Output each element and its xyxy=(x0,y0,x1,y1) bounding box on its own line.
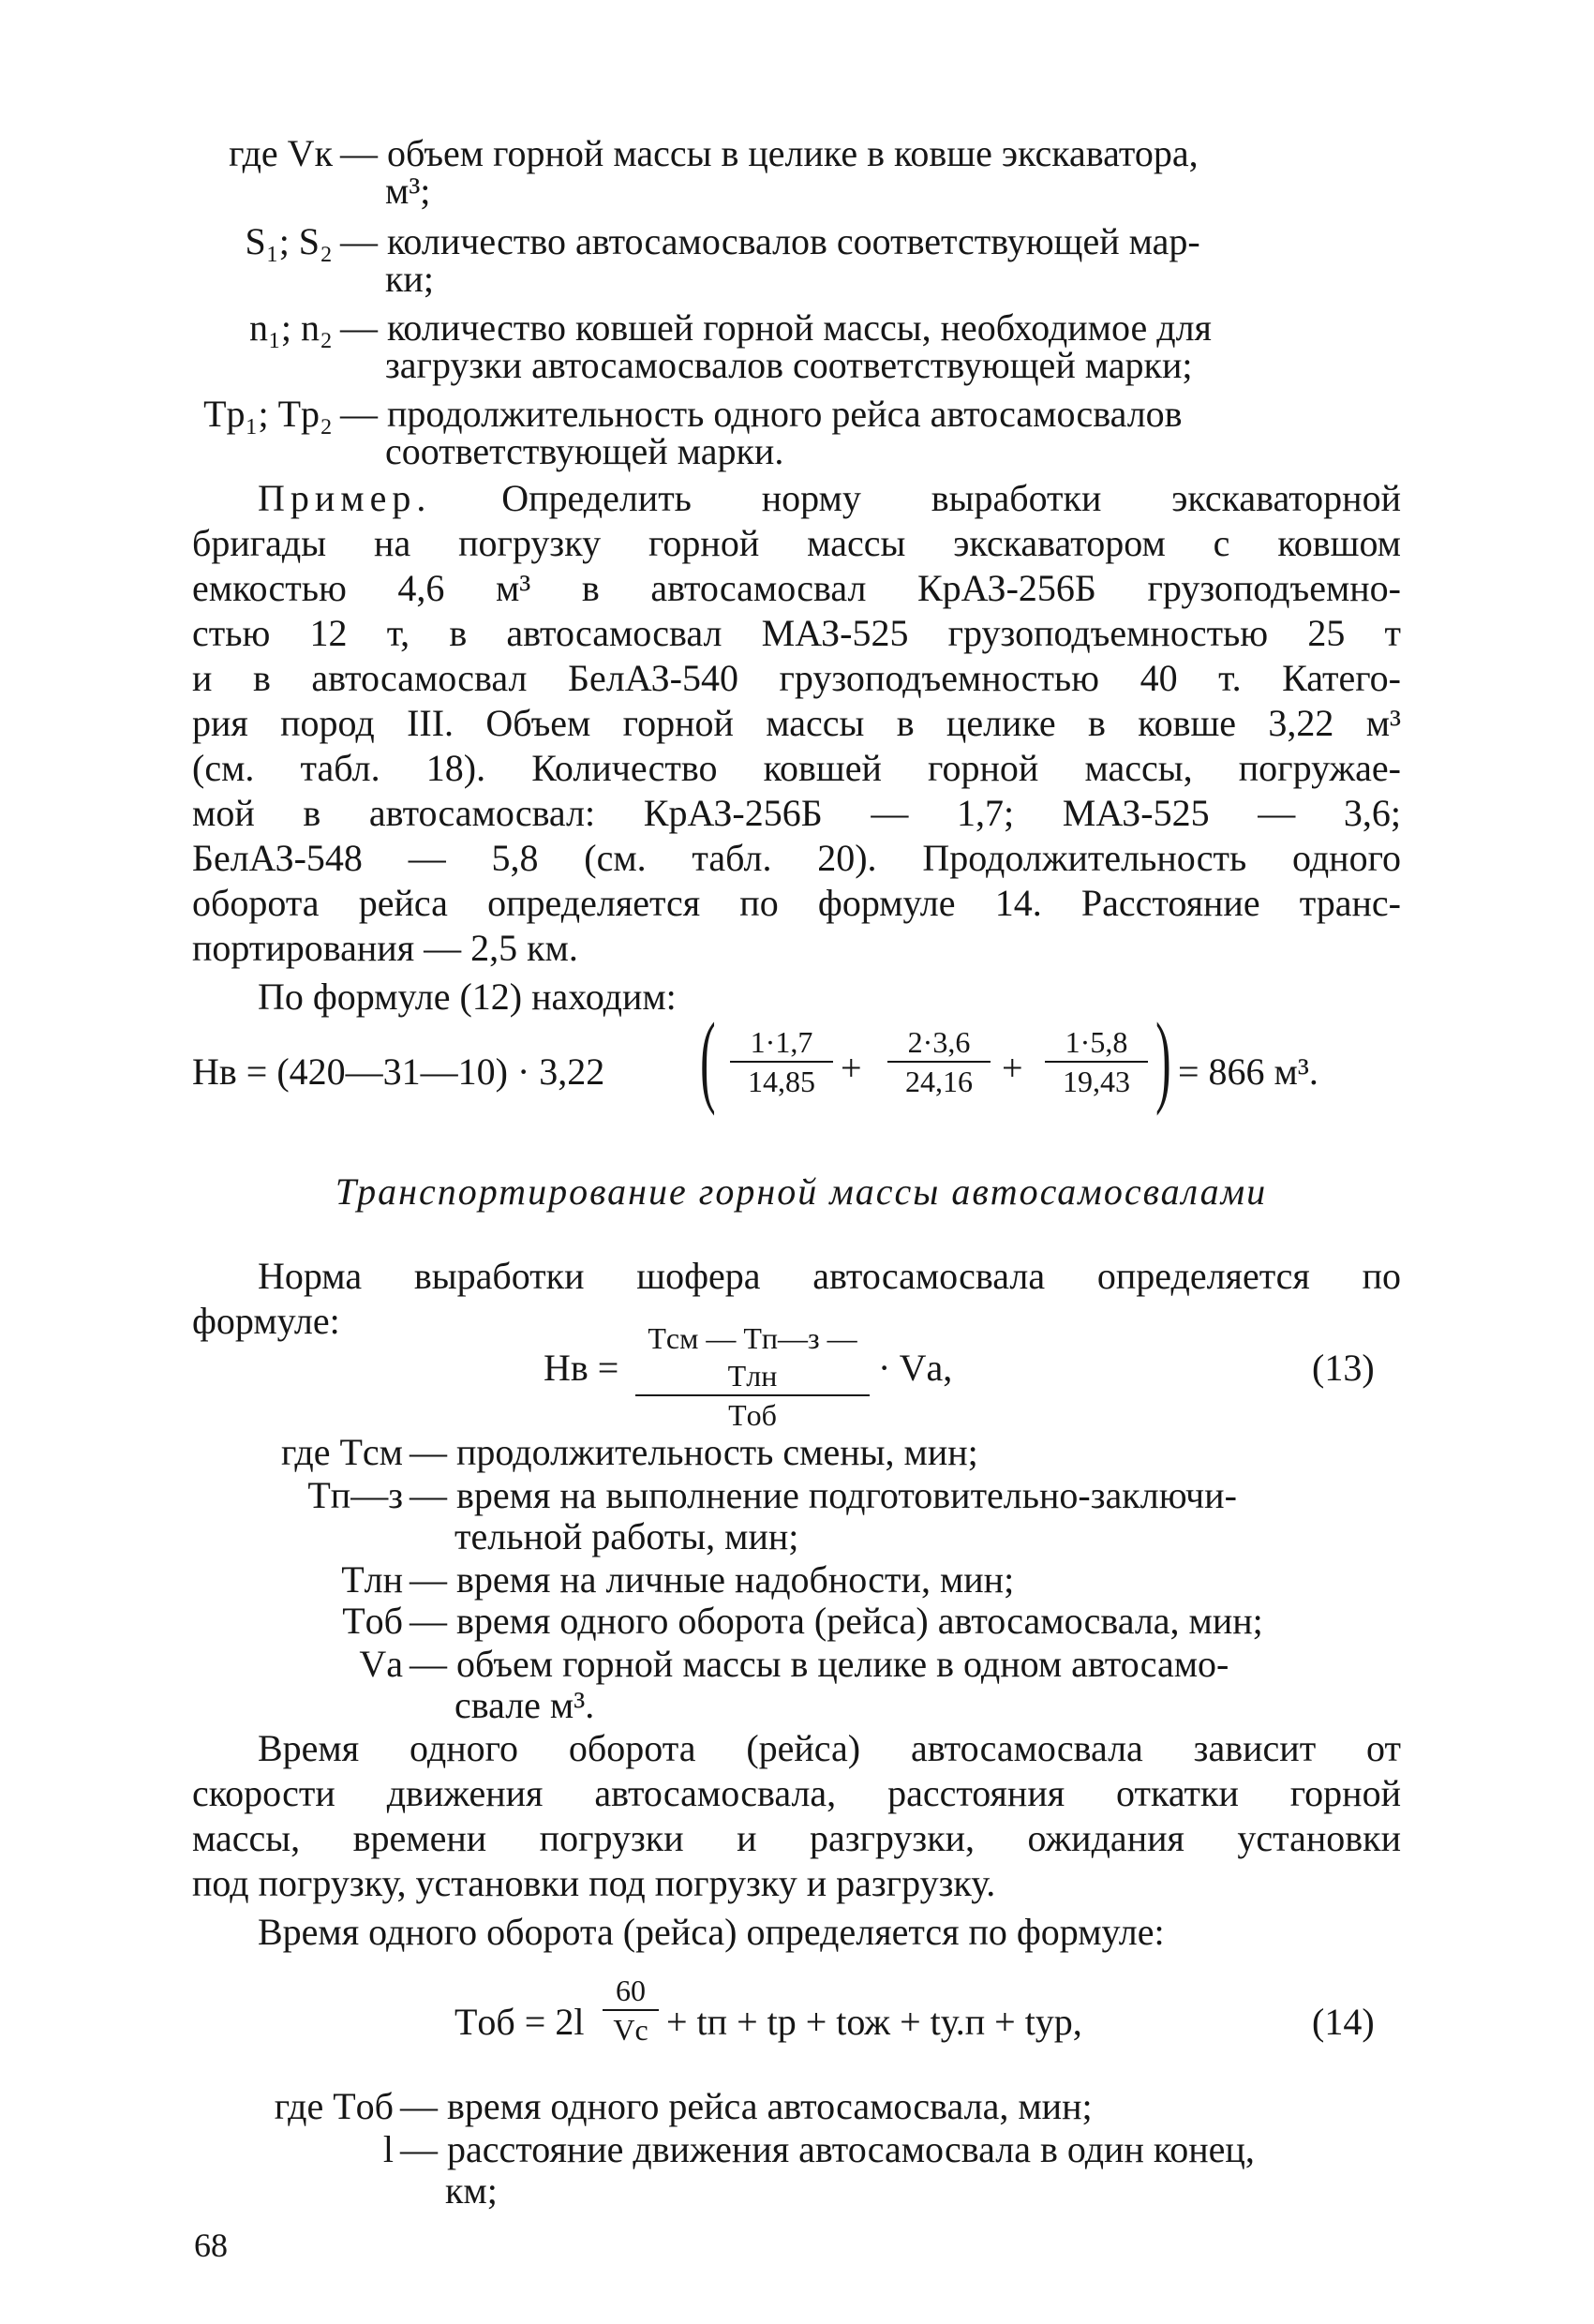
paragraph-4: Время одного оборота (рейса) определяется по формуле: xyxy=(258,1911,1165,1953)
def-desc: — продолжительность одного рейса автосамосвалов xyxy=(340,393,1183,435)
formula-14-rhs: + tп + tр + tож + tу.п + tур, xyxy=(666,2001,1082,2043)
def-term: где Tоб xyxy=(274,2085,394,2127)
example-line: оборота рейса определяется по формуле 14. Расстояние транс- xyxy=(192,882,1401,924)
fraction-numerator: 60 xyxy=(603,1972,659,2011)
def-term: S₁; S₂ xyxy=(245,220,333,262)
formula-13-lhs: Hв = xyxy=(544,1347,619,1389)
formula-12-fraction xyxy=(887,1023,991,1100)
def-term: Tп—з xyxy=(307,1474,403,1516)
page-number: 68 xyxy=(194,2227,228,2264)
formula-12-close-paren: ) xyxy=(1155,1002,1171,1116)
def-term: где Tсм xyxy=(280,1431,403,1473)
fraction-denominator: Vс xyxy=(613,2013,648,2047)
fraction-denominator: 24,16 xyxy=(905,1065,973,1098)
page-body xyxy=(192,131,1410,2264)
example-line: (см. табл. 18). Количество ковшей горной массы, погружае- xyxy=(192,747,1401,789)
example-line: бригады на погрузку горной массы экскаватором с ковшом xyxy=(192,522,1401,564)
example-line: БелАЗ-548 — 5,8 (см. табл. 20). Продолжительность одного xyxy=(192,837,1401,879)
formula-13-fraction xyxy=(635,1319,870,1434)
formula-13-number: (13) xyxy=(1312,1347,1375,1389)
example-line: стью 12 т, в автосамосвал МАЗ-525 грузоподъемностью 25 т xyxy=(192,612,1401,654)
fraction-numerator: Tсм — Tп—з — Tлн xyxy=(635,1319,870,1396)
def-term: где Vк xyxy=(229,132,333,174)
def-desc: — количество ковшей горной массы, необходимое для xyxy=(340,306,1212,349)
example-line: и в автосамосвал БелАЗ-540 грузоподъемностью 40 т. Катего- xyxy=(192,657,1401,699)
fraction-numerator: 1·5,8 xyxy=(1045,1023,1148,1063)
paragraph-line: массы, времени погрузки и разгрузки, ожидания установки xyxy=(192,1817,1401,1859)
fraction-denominator: 14,85 xyxy=(748,1065,815,1098)
fraction-denominator: 19,43 xyxy=(1063,1065,1130,1098)
formula-14-number: (14) xyxy=(1312,2001,1375,2043)
paragraph-line: Норма выработки шофера автосамосвала определяется по xyxy=(258,1255,1401,1297)
formula-12-open-paren: ( xyxy=(700,1002,716,1116)
formula-12-fraction xyxy=(730,1023,833,1100)
def-desc: загрузки автосамосвалов соответствующей марки; xyxy=(385,344,1193,386)
def-desc: — время на выполнение подготовительно-заключи- xyxy=(410,1474,1237,1516)
def-desc: — количество автосамосвалов соответствующей мар- xyxy=(340,220,1200,262)
example-line: мой в автосамосвал: КрАЗ-256Б — 1,7; МАЗ-525 — 3,6; xyxy=(192,792,1401,834)
example-line: рия пород III. Объем горной массы в целике в ковше 3,22 м³ xyxy=(192,702,1401,744)
example-paragraph xyxy=(192,476,1401,971)
def-term: n₁; n₂ xyxy=(248,306,333,349)
formula-12-fraction xyxy=(1045,1023,1148,1100)
plus-sign: + xyxy=(1002,1047,1023,1089)
def-desc: — время одного оборота (рейса) автосамосвала, мин; xyxy=(410,1600,1263,1642)
example-line: емкостью 4,6 м³ в автосамосвал КрАЗ-256Б грузоподъемно- xyxy=(192,567,1401,609)
formula-14-lhs: Tоб = 2l xyxy=(454,2001,585,2043)
def-desc: — продолжительность смены, мин; xyxy=(410,1431,978,1473)
paragraph-3 xyxy=(192,1726,1401,1906)
def-desc: свале м³. xyxy=(454,1684,595,1726)
paragraph-line: скорости движения автосамосвала, расстояния откатки горной xyxy=(192,1772,1401,1814)
fraction-numerator: 1·1,7 xyxy=(730,1023,833,1063)
def-term: Tлн xyxy=(341,1558,403,1601)
def-desc: км; xyxy=(445,2169,498,2212)
example-line: портирования — 2,5 км. xyxy=(192,927,578,969)
def-desc: — время на личные надобности, мин; xyxy=(410,1558,1015,1601)
formula-14-fraction xyxy=(603,1972,659,2048)
def-desc: — время одного рейса автосамосвала, мин; xyxy=(400,2085,1093,2127)
paragraph-line: формуле: xyxy=(192,1300,340,1342)
fraction-numerator: 2·3,6 xyxy=(887,1023,991,1063)
def-term: l xyxy=(382,2128,394,2170)
def-desc: тельной работы, мин; xyxy=(454,1515,799,1557)
def-desc: — объем горной массы в целике в ковше экскаватора, xyxy=(340,132,1199,174)
def-term: Tр₁; Tр₂ xyxy=(203,393,333,435)
def-desc: ки; xyxy=(385,258,434,300)
def-desc: соответствующей марки. xyxy=(385,430,784,472)
fraction-denominator: Tоб xyxy=(728,1398,777,1432)
paragraph-line: Время одного оборота (рейса) автосамосвала зависит от xyxy=(258,1727,1401,1769)
def-desc: — расстояние движения автосамосвала в один конец, xyxy=(400,2128,1255,2170)
by-formula-text: По формуле (12) находим: xyxy=(258,976,677,1018)
def-desc: — объем горной массы в целике в одном автосамо- xyxy=(410,1643,1229,1685)
example-line: Определить норму выработки экскаваторной xyxy=(431,477,1401,519)
paragraph-line: под погрузку, установки под погрузку и разгрузку. xyxy=(192,1862,996,1904)
formula-12-lhs: Hв = (420—31—10) · 3,22 xyxy=(192,1050,605,1093)
formula-12-result: = 866 м³. xyxy=(1178,1050,1318,1093)
def-term: Tоб xyxy=(342,1600,403,1642)
def-desc: м³; xyxy=(385,170,431,212)
formula-13-rhs: · Vа, xyxy=(878,1347,953,1389)
plus-sign: + xyxy=(841,1047,862,1089)
def-term: Vа xyxy=(359,1643,403,1685)
section-heading: Транспортирование горной массы автосамосвалами xyxy=(335,1170,1268,1213)
example-label: Пример. xyxy=(258,477,432,519)
